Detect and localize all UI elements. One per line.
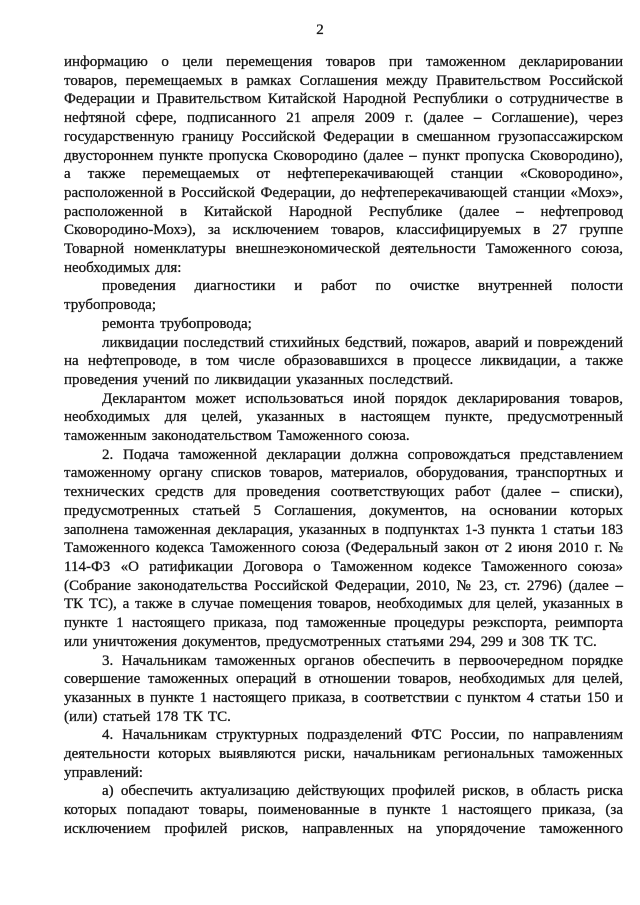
- paragraph-purpose-diagnostics: проведения диагностики и работ по очистке внутренней полости трубопровода;: [64, 278, 623, 314]
- paragraph-declarant-note: Декларантом может использоваться иной порядок декларирования товаров, необходимых для целей, указанных в настоящем пункте, предусмотренный таможенным законодательством Таможенного союза.: [64, 390, 623, 445]
- paragraph-intro-continuation: информацию о цели перемещения товаров при таможенном декларировании товаров, перемещаемых в рамках Соглашения между Правительством Российской Федерации и Правительством Китайской Народной Республики о сотрудничестве в нефтяной сфере, подписанного 21 апреля 2009 г. (далее – Соглашение), через государственную границу Российской Федерации в смешанном грузопассажирском двустороннем пункте пропуска Сковородино (далее – пункт пропуска Сковородино), а также перемещаемых от нефтеперекачивающей станции «Сковородино», расположенной в Российской Федерации, до нефтеперекачивающей станции «Мохэ», расположенной в Китайской Народной Республике (далее – нефтепровод Сковородино-Мохэ), за исключением товаров, классифицируемых в 27 группе Товарной номенклатуры внешнеэкономической деятельности Таможенного союза, необходимых для:: [64, 54, 623, 276]
- paragraph-point-2: 2. Подача таможенной декларации должна сопровождаться представлением таможенному органу списков товаров, материалов, оборудования, транспортных и технических средств для проведения соответствующих работ (далее – списки), предусмотренных статьей 5 Соглашения, документов, на основании которых заполнена таможенная декларация, указанных в подпунктах 1-3 пункта 1 статьи 183 Таможенного кодекса Таможенного союза (Федеральный закон от 2 июня 2010 г. № 114-ФЗ «О ратификации Договора о Таможенном кодексе Таможенного союза» (Собрание законодательства Российской Федерации, 2010, № 23, ст. 2796) (далее – ТК ТС), а также в случае помещения товаров, необходимых для целей, указанных в пункте 1 настоящего приказа, под таможенные процедуры реэкспорта, реимпорта или уничтожения документов, предусмотренных статьями 294, 299 и 308 ТК ТС.: [64, 446, 623, 650]
- paragraph-point-4: 4. Начальникам структурных подразделений ФТС России, по направлениям деятельности которых выявляются риски, начальникам региональных таможенных управлений:: [64, 727, 623, 781]
- paragraph-point-4a: а) обеспечить актуализацию действующих профилей рисков, в область риска которых попадают товары, поименованные в пункте 1 настоящего приказа, (за исключением профилей рисков, направленных на упорядочение таможенного: [64, 783, 623, 837]
- paragraph-purpose-emergency: ликвидации последствий стихийных бедствий, пожаров, аварий и повреждений на нефтепроводе, в том числе образовавшихся в процессе ликвидации, а также проведения учений по ликвидации указанных последствий.: [64, 334, 623, 388]
- document-body: [64, 53, 623, 839]
- page-number: 2: [316, 22, 324, 38]
- paragraph-point-3: 3. Начальникам таможенных органов обеспечить в первоочередном порядке совершение таможенных операций в отношении товаров, необходимых для целей, указанных в пункте 1 настоящего приказа, в соответствии с пунктом 4 статьи 150 и (или) статьей 178 ТК ТС.: [64, 652, 623, 725]
- paragraph-purpose-repair: ремонта трубопровода;: [102, 315, 252, 332]
